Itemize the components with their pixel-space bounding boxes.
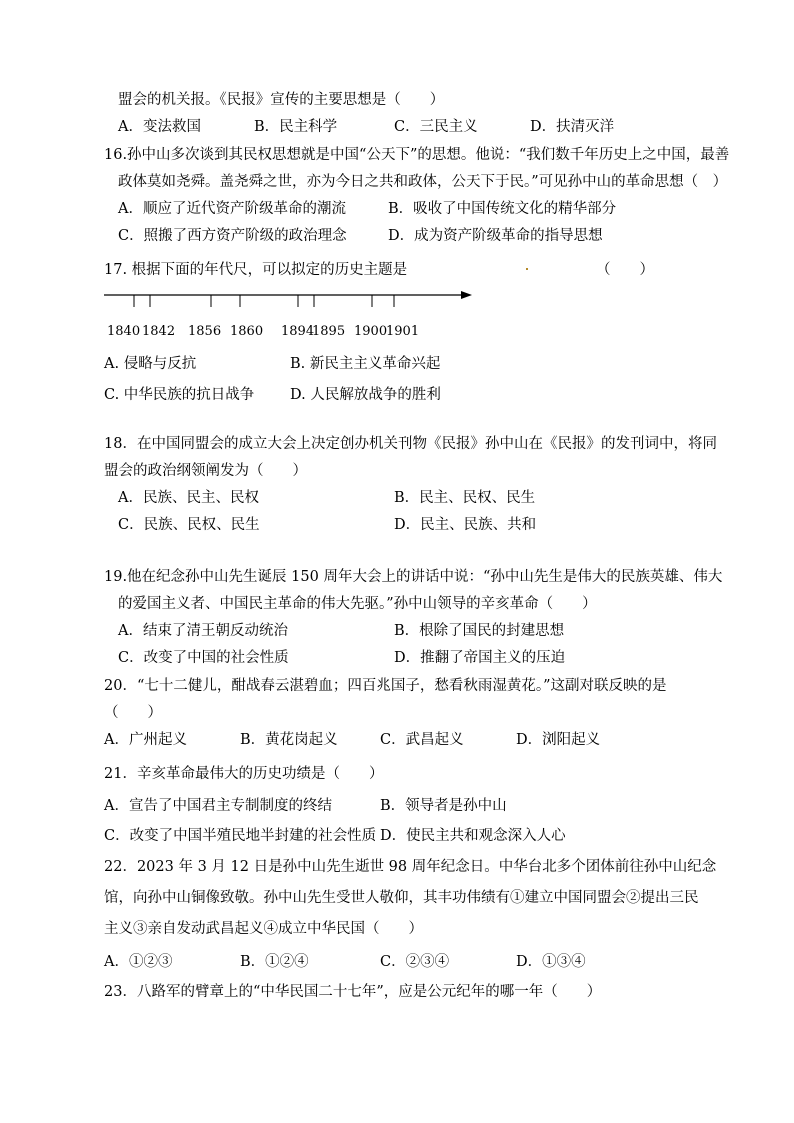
q18-option-c[interactable]: C．民族、民权、民生 bbox=[118, 517, 260, 533]
q21-option-c[interactable]: C．改变了中国半殖民地半封建的社会性质 bbox=[104, 828, 377, 844]
q20-option-b[interactable]: B．黄花岗起义 bbox=[240, 732, 338, 748]
q18-stem-line1: 18．在中国同盟会的成立大会上决定创办机关刊物《民报》孙中山在《民报》的发刊词中，将同 bbox=[104, 436, 717, 452]
q17-stem: 17. 根据下面的年代尺，可以拟定的历史主题是 bbox=[104, 262, 408, 278]
q19-option-a[interactable]: A．结束了清王朝反动统治 bbox=[118, 623, 288, 639]
q21-option-a[interactable]: A．宣告了中国君主专制制度的终结 bbox=[104, 798, 332, 814]
q22-stem-line2: 馆，向孙中山铜像致敬。孙中山先生受世人敬仰，其丰功伟绩有①建立中国同盟会②提出三民 bbox=[104, 890, 699, 906]
q16-option-b[interactable]: B．吸收了中国传统文化的精华部分 bbox=[388, 201, 617, 217]
timeline-year-1901: 1901 bbox=[386, 324, 420, 339]
q16-option-c[interactable]: C．照搬了西方资产阶级的政治理念 bbox=[118, 228, 347, 244]
q19-stem-line1: 19.他在纪念孙中山先生诞辰 150 周年大会上的讲话中说：“孙中山先生是伟大的民族英雄、伟大 bbox=[104, 569, 723, 585]
q21-option-d[interactable]: D．使民主共和观念深入人心 bbox=[380, 828, 566, 844]
q15-option-a[interactable]: A．变法救国 bbox=[118, 119, 201, 135]
q17-answer-blank: （ ） bbox=[596, 262, 654, 278]
timeline-year-1894: 1894 bbox=[281, 324, 315, 339]
timeline-year-1860: 1860 bbox=[230, 324, 264, 339]
stray-mark bbox=[526, 268, 528, 270]
q22-option-d[interactable]: D．①③④ bbox=[516, 954, 586, 970]
q18-stem-line2: 盟会的政治纲领阐发为（ ） bbox=[104, 463, 307, 479]
q19-option-b[interactable]: B．根除了国民的封建思想 bbox=[394, 623, 565, 639]
q22-option-a[interactable]: A．①②③ bbox=[104, 954, 173, 970]
q21-stem: 21．辛亥革命最伟大的历史功绩是（ ） bbox=[104, 766, 384, 782]
timeline-year-1840: 1840 bbox=[107, 324, 141, 339]
q16-option-d[interactable]: D．成为资产阶级革命的指导思想 bbox=[388, 228, 603, 244]
timeline bbox=[100, 286, 480, 312]
timeline-year-1900: 1900 bbox=[354, 324, 388, 339]
q18-option-b[interactable]: B．民主、民权、民生 bbox=[394, 490, 536, 506]
q17-option-d[interactable]: D. 人民解放战争的胜利 bbox=[290, 387, 441, 403]
q16-stem-line2: 政体莫如尧舜。盖尧舜之世，亦为今日之共和政体，公天下于民。”可见孙中山的革命思想（ ） bbox=[118, 174, 728, 190]
q20-option-c[interactable]: C．武昌起义 bbox=[380, 732, 464, 748]
q20-stem-line1: 20．“七十二健儿，酣战春云湛碧血；四百兆国子，愁看秋雨湿黄花。”这副对联反映的是 bbox=[104, 678, 667, 694]
q23-stem: 23．八路军的臂章上的“中华民国二十七年”，应是公元纪年的哪一年（ ） bbox=[104, 984, 602, 1000]
q15-stem: 盟会的机关报。《民报》宣传的主要思想是（ ） bbox=[118, 92, 445, 108]
q19-option-d[interactable]: D．推翻了帝国主义的压迫 bbox=[394, 650, 566, 666]
timeline-year-1842: 1842 bbox=[142, 324, 176, 339]
q19-stem-line2: 的爱国主义者、中国民主革命的伟大先驱。”孙中山领导的辛亥革命（ ） bbox=[118, 596, 597, 612]
q22-stem-line1: 22．2023 年 3 月 12 日是孙中山先生逝世 98 周年纪念日。中华台北多个团体前往孙中山纪念 bbox=[104, 859, 717, 875]
q18-option-a[interactable]: A．民族、民主、民权 bbox=[118, 490, 259, 506]
q22-stem-line3: 主义③亲自发动武昌起义④成立中华民国（ ） bbox=[104, 921, 423, 937]
q20-option-d[interactable]: D．浏阳起义 bbox=[516, 732, 601, 748]
q21-option-b[interactable]: B．领导者是孙中山 bbox=[380, 798, 507, 814]
q15-option-c[interactable]: C．三民主义 bbox=[394, 119, 478, 135]
q19-option-c[interactable]: C．改变了中国的社会性质 bbox=[118, 650, 289, 666]
q17-option-b[interactable]: B. 新民主主义革命兴起 bbox=[290, 356, 441, 372]
q20-stem-line2: （ ） bbox=[104, 705, 162, 721]
q15-option-d[interactable]: D．扶清灭洋 bbox=[530, 119, 615, 135]
q17-option-c[interactable]: C. 中华民族的抗日战争 bbox=[104, 387, 255, 403]
q15-option-b[interactable]: B．民主科学 bbox=[254, 119, 338, 135]
q22-option-b[interactable]: B．①②④ bbox=[240, 954, 309, 970]
q20-option-a[interactable]: A．广州起义 bbox=[104, 732, 187, 748]
q18-option-d[interactable]: D．民主、民族、共和 bbox=[394, 517, 537, 533]
q17-option-a[interactable]: A. 侵略与反抗 bbox=[104, 356, 197, 372]
timeline-year-1895: 1895 bbox=[312, 324, 346, 339]
q16-stem-line1: 16.孙中山多次谈到其民权思想就是中国“公天下”的思想。他说：“我们数千年历史上之中国，最善 bbox=[104, 147, 730, 163]
q22-option-c[interactable]: C．②③④ bbox=[380, 954, 450, 970]
q16-option-a[interactable]: A．顺应了近代资产阶级革命的潮流 bbox=[118, 201, 346, 217]
timeline-year-1856: 1856 bbox=[188, 324, 222, 339]
